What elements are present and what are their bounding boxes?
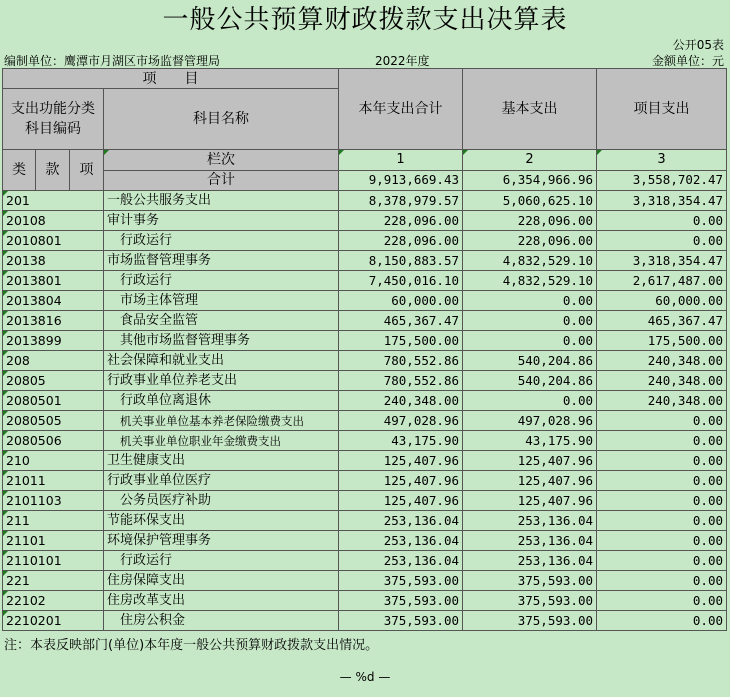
row-basic: 253,136.04 <box>463 511 597 531</box>
row-name: 行政单位离退休 <box>104 391 339 411</box>
header-func-code-line1: 支出功能分类 <box>11 101 95 117</box>
row-basic: 0.00 <box>463 291 597 311</box>
row-total: 253,136.04 <box>339 551 463 571</box>
row-project: 0.00 <box>597 551 727 571</box>
row-total: 780,552.86 <box>339 371 463 391</box>
row-project: 0.00 <box>597 231 727 251</box>
table-row <box>3 611 727 631</box>
row-basic: 228,096.00 <box>463 211 597 231</box>
row-code: 21101 <box>3 531 104 551</box>
row-name: 卫生健康支出 <box>104 451 339 471</box>
table-row <box>3 431 727 451</box>
row-total: 7,450,016.10 <box>339 271 463 291</box>
row-name: 住房保障支出 <box>104 571 339 591</box>
header-func-code <box>3 89 104 150</box>
table-row <box>3 511 727 531</box>
row-code: 2210201 <box>3 611 104 631</box>
row-basic: 375,593.00 <box>463 611 597 631</box>
row-project: 0.00 <box>597 491 727 511</box>
row-total: 465,367.47 <box>339 311 463 331</box>
row-name: 市场监督管理事务 <box>104 251 339 271</box>
row-basic: 4,832,529.10 <box>463 251 597 271</box>
row-name: 公务员医疗补助 <box>104 491 339 511</box>
row-total: 8,378,979.57 <box>339 191 463 211</box>
row-project: 0.00 <box>597 571 727 591</box>
row-basic: 253,136.04 <box>463 551 597 571</box>
row-code: 208 <box>3 351 104 371</box>
header-xiang: 项 <box>70 150 104 191</box>
table-row <box>3 211 727 231</box>
row-basic: 0.00 <box>463 311 597 331</box>
report-title: 一般公共预算财政拨款支出决算表 <box>162 5 568 35</box>
row-project: 240,348.00 <box>597 351 727 371</box>
row-basic: 43,175.90 <box>463 431 597 451</box>
header-project-exp: 项目支出 <box>597 69 727 150</box>
row-code: 221 <box>3 571 104 591</box>
total-project: 3,558,702.47 <box>597 170 727 191</box>
row-name: 机关事业单位职业年金缴费支出 <box>104 431 339 451</box>
table-row <box>3 371 727 391</box>
row-code: 22102 <box>3 591 104 611</box>
row-code: 20138 <box>3 251 104 271</box>
row-basic: 375,593.00 <box>463 571 597 591</box>
row-total: 125,407.96 <box>339 471 463 491</box>
row-name: 住房改革支出 <box>104 591 339 611</box>
row-project: 0.00 <box>597 411 727 431</box>
row-name: 节能环保支出 <box>104 511 339 531</box>
header-total-exp: 本年支出合计 <box>339 69 463 150</box>
table-row <box>3 351 727 371</box>
row-total: 240,348.00 <box>339 391 463 411</box>
row-basic: 375,593.00 <box>463 591 597 611</box>
table-row <box>3 191 727 211</box>
row-project: 0.00 <box>597 211 727 231</box>
fiscal-year: 2022年度 <box>375 54 430 68</box>
row-basic: 497,028.96 <box>463 411 597 431</box>
row-code: 20108 <box>3 211 104 231</box>
table-row <box>3 251 727 271</box>
table-row <box>3 471 727 491</box>
col-no-3: 3 <box>597 150 727 171</box>
row-project: 175,500.00 <box>597 331 727 351</box>
currency-unit: 金额单位：元 <box>651 54 724 68</box>
table-note: 注：本表反映部门(单位)本年度一般公共预算财政拨款支出情况。 <box>4 638 379 653</box>
header-kuan: 款 <box>36 150 70 191</box>
row-code: 210 <box>3 451 104 471</box>
row-basic: 253,136.04 <box>463 531 597 551</box>
row-project: 60,000.00 <box>597 291 727 311</box>
table-row <box>3 451 727 471</box>
row-project: 0.00 <box>597 611 727 631</box>
compiling-unit: 编制单位：鹰潭市月湖区市场监督管理局 <box>4 54 221 68</box>
row-code: 21011 <box>3 471 104 491</box>
table-row <box>3 531 727 551</box>
table-row <box>3 291 727 311</box>
row-code: 2110101 <box>3 551 104 571</box>
row-basic: 125,407.96 <box>463 471 597 491</box>
row-name: 市场主体管理 <box>104 291 339 311</box>
row-basic: 5,060,625.10 <box>463 191 597 211</box>
row-code: 211 <box>3 511 104 531</box>
header-item: 项 目 <box>3 69 339 89</box>
row-project: 2,617,487.00 <box>597 271 727 291</box>
table-row <box>3 331 727 351</box>
row-project: 0.00 <box>597 531 727 551</box>
row-total: 780,552.86 <box>339 351 463 371</box>
row-basic: 0.00 <box>463 331 597 351</box>
row-basic: 0.00 <box>463 391 597 411</box>
row-total: 228,096.00 <box>339 231 463 251</box>
row-total: 375,593.00 <box>339 571 463 591</box>
row-project: 465,367.47 <box>597 311 727 331</box>
row-project: 3,318,354.47 <box>597 251 727 271</box>
row-project: 0.00 <box>597 451 727 471</box>
row-project: 0.00 <box>597 511 727 531</box>
row-total: 175,500.00 <box>339 331 463 351</box>
table-row <box>3 231 727 251</box>
row-total: 253,136.04 <box>339 531 463 551</box>
row-name: 行政事业单位养老支出 <box>104 371 339 391</box>
table-row <box>3 311 727 331</box>
row-name: 食品安全监管 <box>104 311 339 331</box>
total-label: 合计 <box>104 170 339 191</box>
row-name: 行政运行 <box>104 231 339 251</box>
row-code: 2101103 <box>3 491 104 511</box>
row-name: 住房公积金 <box>104 611 339 631</box>
row-name: 行政事业单位医疗 <box>104 471 339 491</box>
row-total: 8,150,883.57 <box>339 251 463 271</box>
row-code: 2013899 <box>3 331 104 351</box>
header-subject-name: 科目名称 <box>104 89 339 150</box>
row-name: 其他市场监督管理事务 <box>104 331 339 351</box>
row-name: 环境保护管理事务 <box>104 531 339 551</box>
row-code: 20805 <box>3 371 104 391</box>
row-basic: 540,204.86 <box>463 371 597 391</box>
row-code: 2010801 <box>3 231 104 251</box>
row-basic: 125,407.96 <box>463 491 597 511</box>
table-row <box>3 491 727 511</box>
row-basic: 125,407.96 <box>463 451 597 471</box>
row-total: 253,136.04 <box>339 511 463 531</box>
col-no-2: 2 <box>463 150 597 171</box>
row-project: 0.00 <box>597 471 727 491</box>
header-func-code-line2: 科目编码 <box>25 121 81 137</box>
row-basic: 4,832,529.10 <box>463 271 597 291</box>
row-total: 497,028.96 <box>339 411 463 431</box>
page-footer: — %d — <box>339 670 391 684</box>
row-project: 0.00 <box>597 591 727 611</box>
doc-code: 公开05表 <box>672 38 724 52</box>
col-no-1: 1 <box>339 150 463 171</box>
row-code: 201 <box>3 191 104 211</box>
row-code: 2080501 <box>3 391 104 411</box>
expenditure-table <box>2 68 727 631</box>
row-name: 一般公共服务支出 <box>104 191 339 211</box>
row-total: 60,000.00 <box>339 291 463 311</box>
row-code: 2080506 <box>3 431 104 451</box>
row-total: 43,175.90 <box>339 431 463 451</box>
header-lei: 类 <box>3 150 36 191</box>
row-total: 125,407.96 <box>339 451 463 471</box>
row-total: 228,096.00 <box>339 211 463 231</box>
row-name: 行政运行 <box>104 551 339 571</box>
table-row <box>3 271 727 291</box>
row-name: 社会保障和就业支出 <box>104 351 339 371</box>
row-basic: 228,096.00 <box>463 231 597 251</box>
table-row <box>3 571 727 591</box>
row-basic: 540,204.86 <box>463 351 597 371</box>
row-total: 375,593.00 <box>339 611 463 631</box>
header-basic-exp: 基本支出 <box>463 69 597 150</box>
table-row <box>3 391 727 411</box>
row-project: 0.00 <box>597 431 727 451</box>
header-column-no: 栏次 <box>104 150 339 171</box>
row-code: 2013804 <box>3 291 104 311</box>
row-project: 240,348.00 <box>597 391 727 411</box>
row-total: 125,407.96 <box>339 491 463 511</box>
total-total: 9,913,669.43 <box>339 170 463 191</box>
row-project: 240,348.00 <box>597 371 727 391</box>
table-row <box>3 551 727 571</box>
table-row <box>3 591 727 611</box>
total-basic: 6,354,966.96 <box>463 170 597 191</box>
row-name: 机关事业单位基本养老保险缴费支出 <box>104 411 339 431</box>
row-name: 行政运行 <box>104 271 339 291</box>
row-code: 2013801 <box>3 271 104 291</box>
row-total: 375,593.00 <box>339 591 463 611</box>
row-code: 2013816 <box>3 311 104 331</box>
row-code: 2080505 <box>3 411 104 431</box>
row-name: 审计事务 <box>104 211 339 231</box>
row-project: 3,318,354.47 <box>597 191 727 211</box>
table-row <box>3 411 727 431</box>
